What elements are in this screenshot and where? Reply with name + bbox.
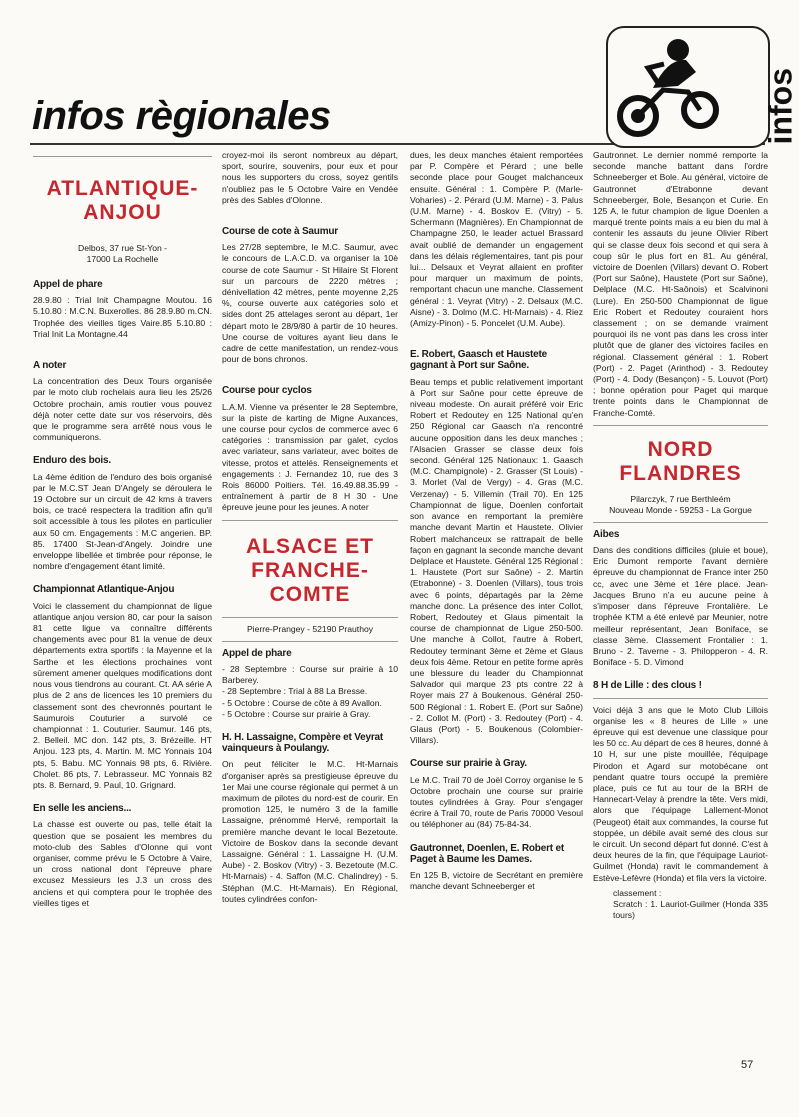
region-address: Pierre-Prangey - 52190 Prauthoy xyxy=(246,623,374,634)
section-heading: En selle les anciens... xyxy=(33,803,132,815)
column-3 xyxy=(410,150,583,896)
section-heading: E. Robert, Gaasch et Haustete gagnant à Port sur Saône. xyxy=(410,349,548,372)
region-title: ATLANTIQUE-ANJOU xyxy=(46,177,199,224)
section-heading: Appel de phare xyxy=(222,647,292,659)
section-heading: Enduro des bois. xyxy=(33,455,111,467)
address-line: Pilarczyk, 7 rue Berthleém xyxy=(630,493,731,504)
list-item: - 28 Septembre : Course sur prairie à 10 Barberey. xyxy=(222,663,398,686)
classement-label: classement : xyxy=(613,887,662,898)
column-4 xyxy=(593,150,768,921)
section-heading: Course sur prairie à Gray. xyxy=(410,758,527,770)
article-paragraph: Beau temps et public relativement important à Port sur Saône pour cette épreuve de niveau modeste. On aurait préféré voir Eric Robert et Redoutey en 125 National qu'en 250 Régional car Gaasch n'a rencontré aucune opposition dans les deux manches ; l'Alsacien Grasser se classe deux fois second. Général 125 Nationaux: 1. Gaasch (M.C. Champignole) - 2. Grasser (St Louis) - 3. Morlet (Val de Vergy) - 4. Gras (M.C. Verzenay) - 5. Villemin (Trail 70). En 125 Championnat de ligue, Doenlen confortait son avance en remportant la première manche devant Martin et Haustete. Olivier Robert malchanceux se rattrapait de belle façon en gagnant la seconde manche devant Delplace et Haustete. Général 125 Régional : 1. Haustete (Port sur Saône) - 2. Martin (Etrabonne) - 3. Doenlen (Villars), tous trois avec 6 points, départagés par la 2ème manche donc. La présence des inter Collot, Robert, Redoutey et Glaus pimentait la course de championnat de Ligue 250-500. Une manche à Collot, l'autre à Robert, Redoutey terminant 3ème et 2ème et Glaus deux fois 4ème. Retour en petite forme après une blessure du leader du Championnat Salvador qui marque 23 pts contre 22 à Royer mais 27 à Boukenous. Général 250-500 Régional : 1. Robert E. (Port sur Saône) - 2. Collot M. (Port) - 3. Redoutey (Port) - 4. Glaus (Port) - 5. Boukenous (Colombier-Villars). xyxy=(410,376,583,746)
section-heading: Appel de phare xyxy=(33,279,103,290)
article-paragraph: croyez-moi ils seront nombreux au départ, sport, sourire, souvenirs, pour eux et pour nous les supporters du cross, soyez gentils n'oubliez pas le 5 Octobre Vaire en Vendée près des Sables d'Olonne. xyxy=(222,150,398,205)
region-address xyxy=(593,494,768,516)
region-title: NORD FLANDRES xyxy=(619,437,742,485)
motocross-rider-icon xyxy=(608,28,728,146)
region-header-atlantique xyxy=(33,163,212,231)
divider xyxy=(593,425,768,426)
column-2 xyxy=(222,150,398,909)
article-paragraph: L.A.M. Vienne va présenter le 28 Septembre, sur la piste de karting de Migne Auxances, une course pour cyclos de commerce avec 6 catégories : transmission par galet, cyclos avec variateur, sans variateur, avec boites de vitesse, protos et attelés. Renseignements et engagements : J. Fernandez 10, rue des 3 Rois 86000 Poitiers. Tél. 16.49.88.35.99 - entraînement à partir de 8 H 30 - Une épreuve jeune pour les jeunes. A noter xyxy=(222,401,398,513)
address-line: 17000 La Rochelle xyxy=(86,254,159,264)
section-heading: Course de cote à Saumur xyxy=(222,226,338,238)
article-paragraph: 28.9.80 : Trial Init Champagne Moutou. 16 5.10.80 : M.C.N. Buxerolles. 86 28.9.80 m.CN. Trophée des vieilles tiges Vaire.85 5.10.80 : Trial Init La Montagne.44 xyxy=(33,295,212,339)
article-paragraph: Gautronnet. Le dernier nommé remporte la seconde manche battant dans l'ordre Schneeberger et Bole. Au général, victoire de Gautronnet d'Etrabonne devant Schneeberger, Bole, Besançon et Curie. En 125 A, le futur champion de ligue Doenlen a marqué trente points mais a eu bien du mal à contenir les assauts du jeune Olivier Ribert qui se classe deux fois second et qui sera à coup sûr le plus fort en 81. Au général, victoire de Doenlen (Villars) devant O. Robert (Port sur Saône), Haustete (Port sur Saône), Delplace (M.C. Ht-Saônois) et Scalvinoni (Lure). En 250-500 Championnat de ligue Eric Robert et Redoutey couraient hors classement ; on se demande vraiment pourquoi ils ne vont pas dans les cross inter plutôt que de glaner des victoires faciles en régional. Classement général : 1. Robert (Port) - 2. Paget (Arinthod) - 3. Redoutey (Port) - 4. Dody (Besançon) - 5. Louvot (Port) ; bonne opération pour Paget qui marque trente points dans le Championnat de Franche-Comté. xyxy=(593,150,768,418)
address-line: Delbos, 37 rue St-Yon - xyxy=(77,243,167,253)
address-line: Nouveau Monde - 59253 - La Gorgue xyxy=(609,504,752,515)
article-paragraph: Voici le classement du championnat de ligue atlantique anjou version 80, car pour la saison 81 cette ligue va connaître différents changements avec pour 81 la venue de deux départements extra sportifs : la Mayenne et la Sarthe et les élections prochaines vont sûrement amener quelques modifications dont nous vous tiendrons au courant. Ct. AA série A plus de 2 ans de licences les 10 premiers du classement sont des chevronnés pourtant le Saumurois Couturier a survolé ce championnat : 1. Couturier. Saumur. 146 pts, 2. Belleil. MC don. 142 pts, 3. Brézeille. HT Anjou. 123 pts, 4. Martin. M. MC Yonnais 104 pts, 5. Babu. MC Yonnais 98 pts, 6. Rivière. Cholet. 86 pts, 7. Lebrasseur. MC Yonnais 82 pts. 8. Bernard, 9. Paul, 10. Grignard. xyxy=(33,600,212,790)
region-title: ALSACE ET FRANCHE-COMTE xyxy=(245,534,374,606)
region-header-nord xyxy=(593,432,768,490)
article-paragraph: Dans des conditions difficiles (pluie et boue), Eric Dumont remporte l'avant dernière épreuve du championnat de France inter 250 cc, avec une 3ème et 1ère place. Jean-Jacques Bruno n'a eu aucune peine à s'imposer dans l'épreuve Frontalière. Le trophée KTM a été enlevé par Meunier, notre meilleur représentant, Jean Boniface, se classe 3ème. Classement Frontalier : 1. Bruno - 2. Taverne - 3. Philopperon - 4. R. Boniface - 5. D. Vimond xyxy=(593,545,768,668)
section-heading: Course pour cyclos xyxy=(222,385,312,397)
article-paragraph: Voici déjà 3 ans que le Moto Club Lillois organise les « 8 heures de Lille » une épreuve qui est devenue une classique pour les 50 cc. Au départ de ces 8 heures, donné à 10 H, sur une piste mouillée, l'équipage Pirodon et Agard sur motobécane ont pendant quatre tours occupé la première place, puis ce fut au tour de la BRH de Hannecart-Velay à prendre la tête. Vers midi, alors que l'équipage Lallement-Monot (Peugeot) était aux commandes, la course fut stoppée, un débile avait semé des clous sur le circuit. Un second départ fut donné. C'est à deux heures de la fin, que l'équipage Lauriot-Guilmet (Honda) ravit le commandement à Estève-Lefèvre (Honda) et fila vers la victoire. xyxy=(593,704,768,883)
divider xyxy=(593,698,768,699)
page-number: 57 xyxy=(741,1059,754,1071)
section-heading: Aibes xyxy=(593,528,620,540)
section-heading: Championnat Atlantique-Anjou xyxy=(33,584,175,596)
page-title: infos règionales xyxy=(32,94,331,138)
classement-line: Scratch : 1. Lauriot-Guilmer (Honda 335 tours) xyxy=(613,898,768,921)
divider xyxy=(222,617,398,618)
region-header-alsace xyxy=(222,527,398,611)
divider xyxy=(222,520,398,521)
list-item: - 28 Septembre : Trial à 88 La Bresse. xyxy=(222,686,368,697)
article-paragraph: La 4ème édition de l'enduro des bois organisé par le M.C.ST Jean D'Angely se déroulera le 19 Octobre sur un circuit de 42 kms à travers bois, ce tracé respectera la tradition afin qu'il soit accessible à tous les pilotes en particulier aux 50 cm. Engagements : M.C angerien. BP. 85. 17400 St-Jean-d'Angely. Joindre une enveloppe libellée et timbrée pour réponse, le nombre d'engagement étant limité. xyxy=(33,471,212,572)
article-paragraph: Les 27/28 septembre, le M.C. Saumur, avec le concours de L.A.C.D. va organiser la 10è course de cote Saumur - St Hilaire St Florent sur un parcours de 2220 mètres ; dénivellation 42 mètres, pente moyenne 2,25 %, course ouverte aux catégories solo et sides dont 25 attelages seront au départ, 1er départ moto le 28/9/80 à partir de 10 heures. Une course de voitures ayant lieu dans le cadre de cette manifestation, un rendez-vous pour de bons chronos. xyxy=(222,242,398,365)
region-address xyxy=(33,243,212,265)
list-item: - 5 Octobre : Course de côte à 89 Avallon. xyxy=(222,697,382,708)
article-paragraph: La concentration des Deux Tours organisée par le moto club rochelais aura lieu les 25/26 Octobre prochain, amis routier vous pouvez déjà noter cette date sur vos réservoirs, dès que le programme sera arrêté nous vous le communiquerons. xyxy=(33,376,212,443)
article-paragraph: dues, les deux manches étaient remportées par P. Compère et Pérard ; une belle seconde place pour Gouget malchanceux ensuite. Général : 1. Compère P. (Marle-Voharies) - 2. Pérard (U.M. Marne) - 3. Palus (U.M. Marne) - 4. Boskov E. (Vitry) - 5. Schermann (Magnières). En Championnat de Champagne 250, le leader actuel Brassard avait oublié de demander un engagement dans les délais réglementaires, tant pis pour lui... Delsaux et Veyrat allaient en profiter pour marquer un maximum de points, remportant chacun une manche. Classement général : 1. Veyrat (Vitry) - 2. Delsaux (M.C. Aisne) - 3. Dolmo (M.C. Ht-Marnais) - 4. Riez (Amizy-Pinon) - 5. Poncelet (U.M. Aube). xyxy=(410,150,583,329)
section-heading: 8 H de Lille : des clous ! xyxy=(593,680,702,692)
section-heading: Gautronnet, Doenlen, E. Robert et Paget à Baume les Dames. xyxy=(410,842,564,865)
divider xyxy=(222,641,398,642)
column-1 xyxy=(33,150,212,913)
list-item: - 5 Octobre : Course sur prairie à Gray. xyxy=(222,708,371,719)
divider xyxy=(33,156,212,157)
article-paragraph: On peut féliciter le M.C. Ht-Marnais d'organiser après sa prestigieuse épreuve du 1er Mai une course régionale qui permet à un maximum de pilotes du nord-est de courir. En promotion 125, le numéro 3 de la famille Lassaigne, prénommé Hervé, remportait la première manche devant le local Bezetoute. Victoire de Boskov dans la seconde devant Lassaigne. Général : 1. Lassaigne H. (U.M. Aube) - 2. Boskov (Vitry) - 3. Bezetoute (M.C. Ht-Marnais) - 4. Saffon (M.C. Chalindrey) - 5. Stéphan (M.C. Ht-Marnais). En Régional, toutes cylindrées confon- xyxy=(222,759,398,904)
logo-text: infos xyxy=(762,68,798,145)
divider xyxy=(593,522,768,523)
section-heading: H. H. Lassaigne, Compère et Veyrat vainqueurs à Poulangy. xyxy=(222,731,384,755)
infos-logo xyxy=(606,26,798,148)
section-heading: A noter xyxy=(33,360,67,372)
article-paragraph: La chasse est ouverte ou pas, telle était la question que se posaient les membres du moto-club des Sables d'Olonne qui vont organiser, comme prévu le 5 Octobre à Vaire, un cross national dont l'épreuve phare excusez Messieurs les J.3 un cross des anciens et qui comptera pour le trophée des vieilles tiges et xyxy=(33,819,212,908)
article-paragraph: Le M.C. Trail 70 de Joël Corroy organise le 5 Octobre prochain une course sur prairie toutes cylindrées à Gray. Pour s'engager écrire à Trail 70, route de Paris 70000 Vesoul ou téléphoner au (84) 75-84-34. xyxy=(410,774,583,830)
article-paragraph: En 125 B, victoire de Secrétant en première manche devant Schneeberger et xyxy=(410,869,583,892)
